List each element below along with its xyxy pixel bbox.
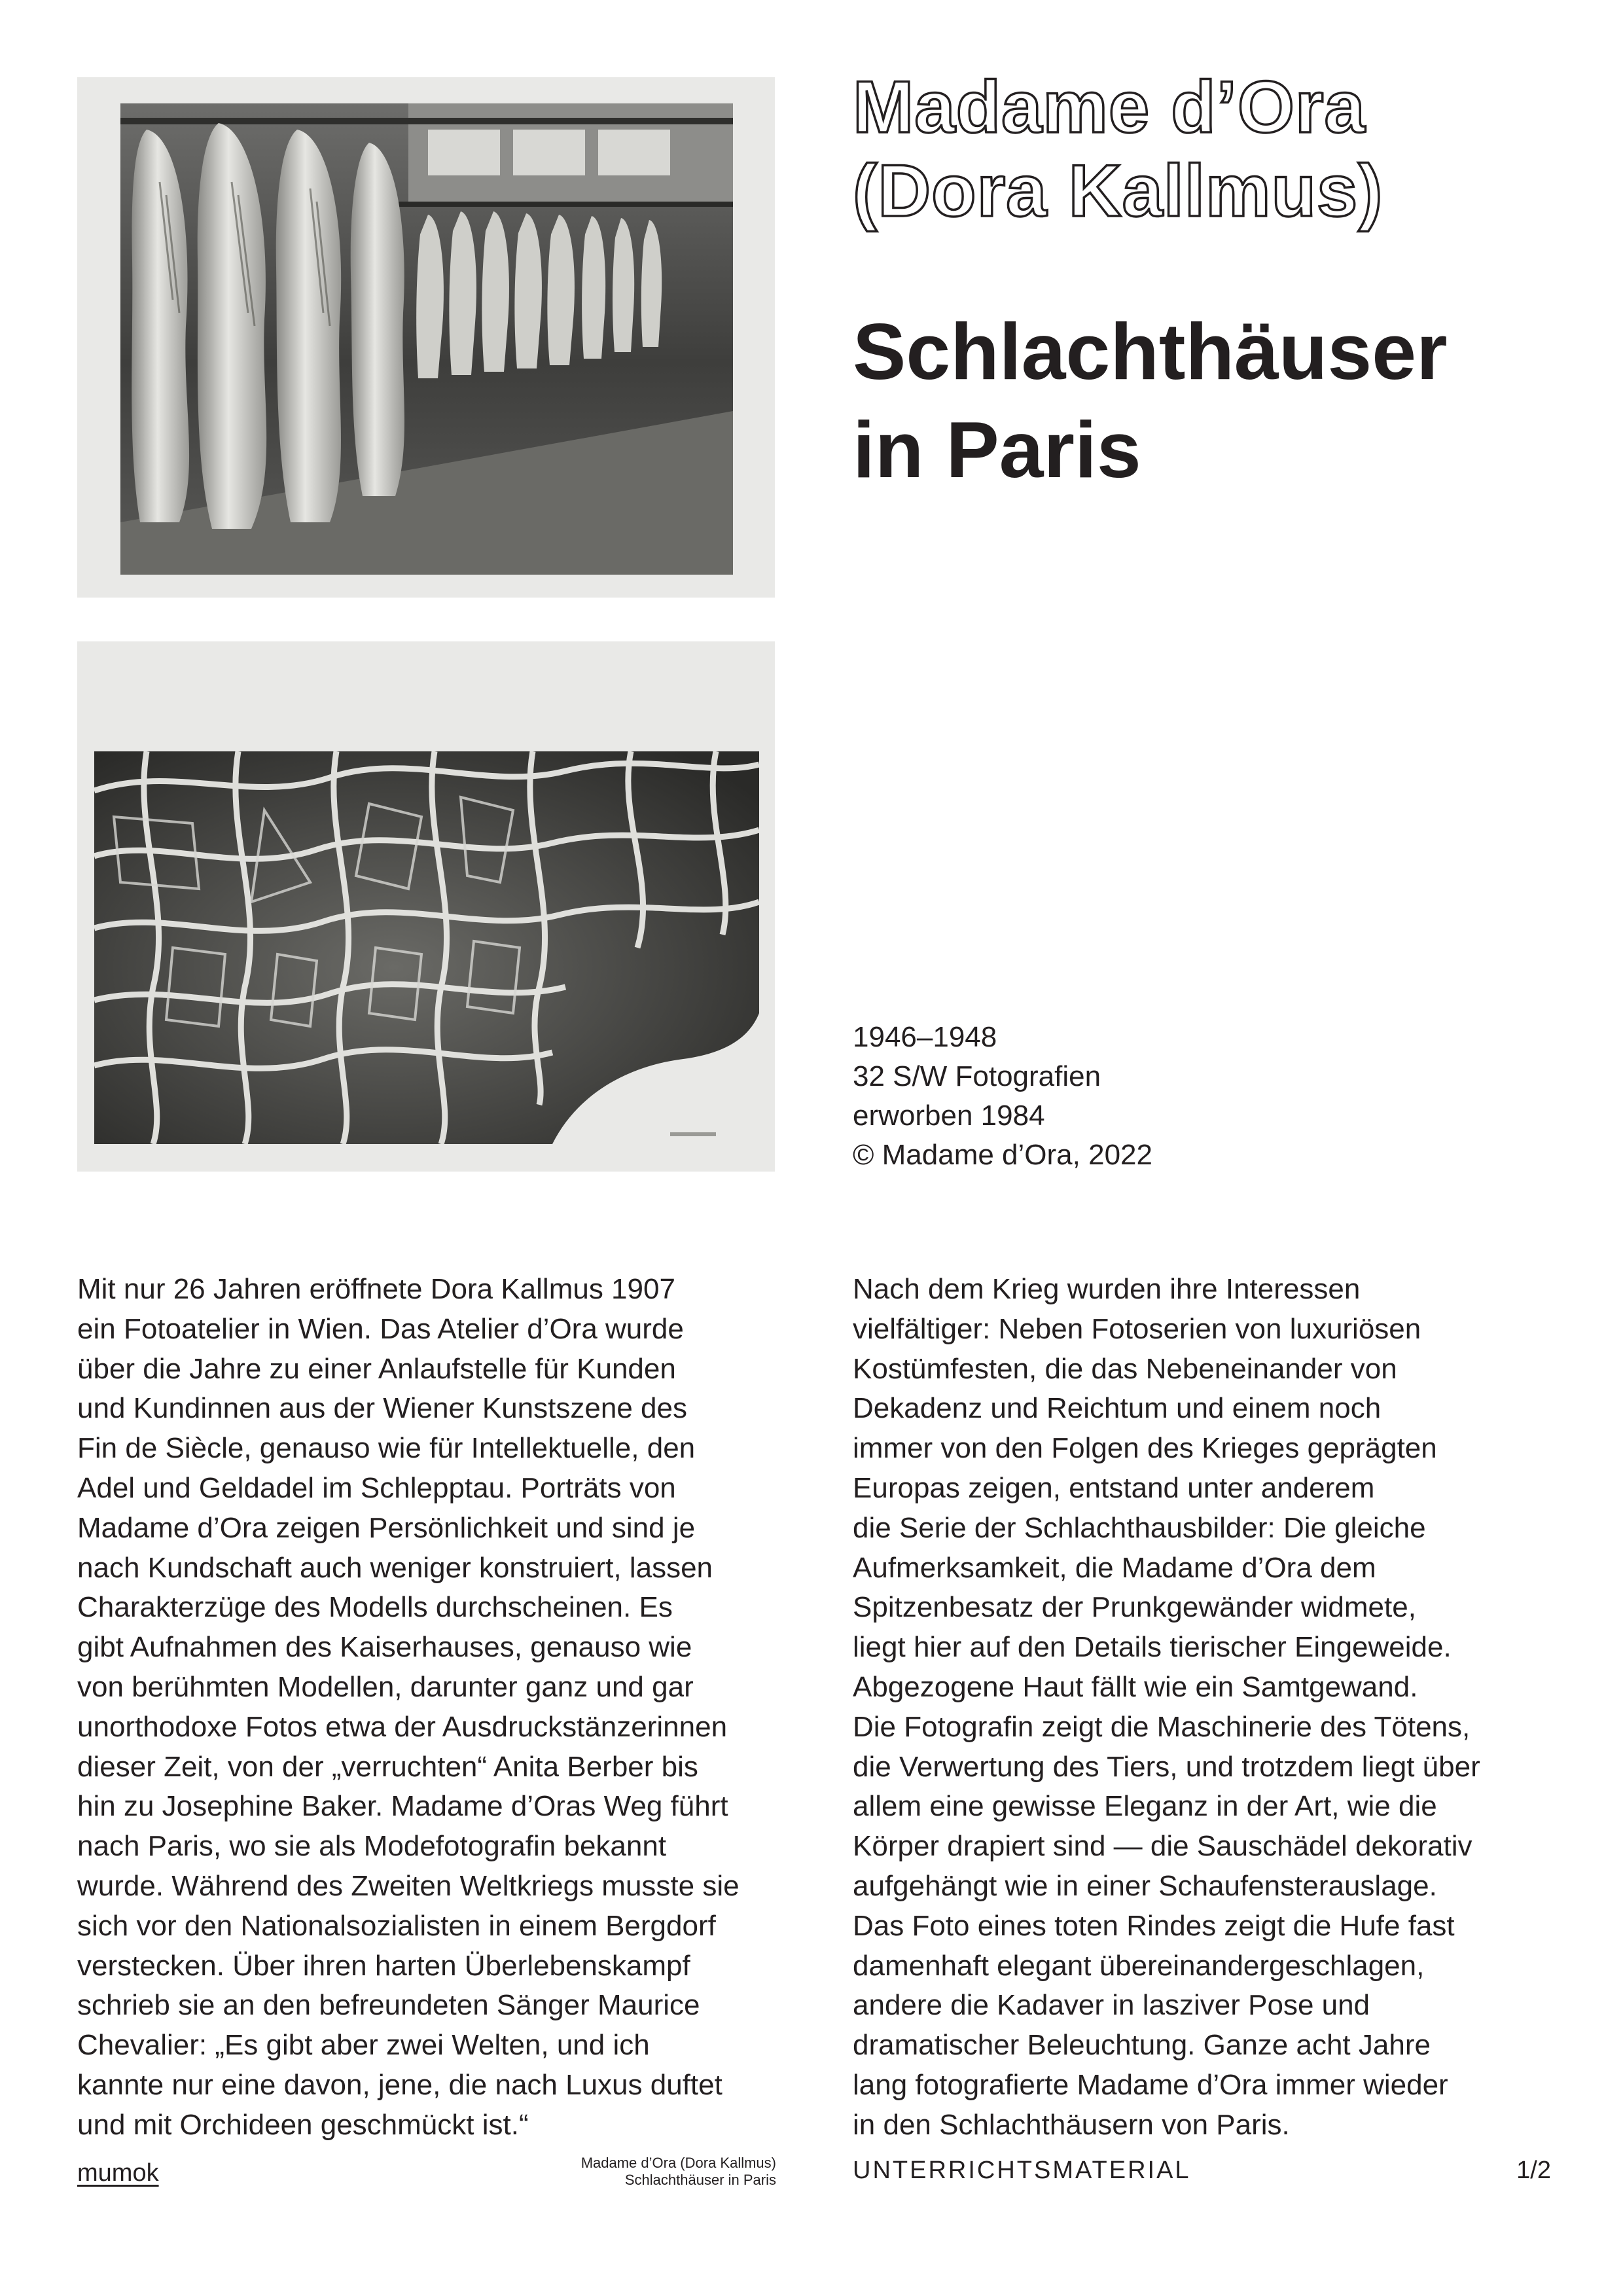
- left-line: unorthodoxe Fotos etwa der Ausdruckstänzerinnen: [77, 1710, 728, 1743]
- page-number: 1/2: [1516, 2157, 1551, 2184]
- left-line: über die Jahre zu einer Anlaufstelle für Kunden: [77, 1352, 676, 1385]
- right-line: die Verwertung des Tiers, und trotzdem liegt über: [853, 1750, 1480, 1783]
- left-line: wurde. Während des Zweiten Weltkriegs musste sie: [77, 1869, 740, 1902]
- left-line: gibt Aufnahmen des Kaiserhauses, genauso wie: [77, 1631, 692, 1664]
- work-title-heading: [853, 302, 1573, 499]
- right-line: Kostümfesten, die das Nebeneinander von: [853, 1352, 1397, 1385]
- footer-caption-line-1: Madame d’Ora (Dora Kallmus): [580, 2155, 776, 2171]
- left-line: ein Fotoatelier in Wien. Das Atelier d’Ora wurde: [77, 1312, 684, 1345]
- right-line: aufgehängt wie in einer Schaufensterauslage.: [853, 1869, 1437, 1902]
- work-metadata: [853, 1018, 1507, 1175]
- meta-count: 32 S/W Fotografien: [853, 1060, 1101, 1092]
- mumok-logo: mumok: [77, 2159, 159, 2187]
- artist-name-heading: [853, 65, 1573, 233]
- carcasses-photo-image: [120, 103, 733, 575]
- right-line: Dekadenz und Reichtum und einem noch: [853, 1392, 1382, 1425]
- left-line: von berühmten Modellen, darunter ganz und gar: [77, 1670, 694, 1703]
- left-line: und mit Orchideen geschmückt ist.“: [77, 2108, 529, 2141]
- right-line: Abgezogene Haut fällt wie ein Samtgewand.: [853, 1670, 1418, 1703]
- right-line: dramatischer Beleuchtung. Ganze acht Jahre: [853, 2029, 1431, 2062]
- right-line: Die Fotografin zeigt die Maschinerie des Tötens,: [853, 1710, 1471, 1743]
- photo-marbled-tissue: [77, 641, 775, 1172]
- meta-copyright: © Madame d’Ora, 2022: [853, 1139, 1152, 1171]
- left-line: Fin de Siècle, genauso wie für Intellektuelle, den: [77, 1432, 696, 1465]
- left-line: Mit nur 26 Jahren eröffnete Dora Kallmus 1907: [77, 1273, 675, 1305]
- footer-caption-line-2: Schlachthäuser in Paris: [624, 2172, 776, 2188]
- meta-years: 1946–1948: [853, 1021, 997, 1053]
- right-line: Spitzenbesatz der Prunkgewänder widmete,: [853, 1591, 1416, 1624]
- left-line: nach Kundschaft auch weniger konstruiert, lassen: [77, 1551, 713, 1584]
- right-line: liegt hier auf den Details tierischer Eingeweide.: [853, 1631, 1452, 1664]
- left-line: hin zu Josephine Baker. Madame d’Oras Weg führt: [77, 1790, 728, 1823]
- right-line: Körper drapiert sind — die Sauschädel dekorativ: [853, 1830, 1472, 1863]
- right-line: lang fotografierte Madame d’Ora immer wieder: [853, 2068, 1448, 2101]
- right-line: Das Foto eines toten Rindes zeigt die Hufe fast: [853, 1909, 1455, 1942]
- right-line: andere die Kadaver in lasziver Pose und: [853, 1989, 1370, 2022]
- right-line: immer von den Folgen des Krieges geprägten: [853, 1432, 1437, 1465]
- left-line: nach Paris, wo sie als Modefotografin bekannt: [77, 1830, 667, 1863]
- left-line: dieser Zeit, von der „verruchten“ Anita Berber bis: [77, 1750, 698, 1783]
- left-line: Madame d’Ora zeigen Persönlichkeit und sind je: [77, 1511, 696, 1544]
- right-line: in den Schlachthäusern von Paris.: [853, 2108, 1290, 2141]
- left-line: verstecken. Über ihren harten Überlebenskampf: [77, 1949, 690, 1982]
- artist-name-line-1: Madame d’Ora: [853, 66, 1366, 148]
- left-line: und Kundinnen aus der Wiener Kunstszene des: [77, 1392, 687, 1425]
- left-line: schrieb sie an den befreundeten Sänger Maurice: [77, 1989, 700, 2022]
- right-line: damenhaft elegant übereinandergeschlagen,: [853, 1949, 1425, 1982]
- body-column-left: [77, 1270, 797, 2145]
- photo-slaughterhouse-carcasses: [77, 77, 775, 598]
- right-line: vielfältiger: Neben Fotoserien von luxuriösen: [853, 1312, 1421, 1345]
- footer-label: UNTERRICHTSMATERIAL: [853, 2157, 1191, 2184]
- left-line: Adel und Geldadel im Schlepptau. Porträts von: [77, 1471, 676, 1504]
- left-line: kannte nur eine davon, jene, die nach Luxus duftet: [77, 2068, 722, 2101]
- right-line: allem eine gewisse Eleganz in der Art, wie die: [853, 1790, 1437, 1823]
- meta-acquired: erworben 1984: [853, 1100, 1045, 1132]
- left-line: Charakterzüge des Modells durchscheinen. Es: [77, 1591, 673, 1624]
- work-title-line-1: Schlachthäuser: [853, 307, 1448, 396]
- footer-caption: [458, 2155, 776, 2189]
- work-title-line-2: in Paris: [853, 405, 1141, 494]
- right-line: Europas zeigen, entstand unter anderem: [853, 1471, 1375, 1504]
- left-line: sich vor den Nationalsozialisten in einem Bergdorf: [77, 1909, 716, 1942]
- tissue-photo-image: [94, 751, 759, 1144]
- right-line: die Serie der Schlachthausbilder: Die gleiche: [853, 1511, 1426, 1544]
- artist-name-line-2: (Dora Kallmus): [853, 150, 1383, 232]
- left-line: Chevalier: „Es gibt aber zwei Welten, und ich: [77, 2029, 650, 2062]
- right-line: Aufmerksamkeit, die Madame d’Ora dem: [853, 1551, 1376, 1584]
- body-column-right: [853, 1270, 1573, 2145]
- right-line: Nach dem Krieg wurden ihre Interessen: [853, 1273, 1361, 1305]
